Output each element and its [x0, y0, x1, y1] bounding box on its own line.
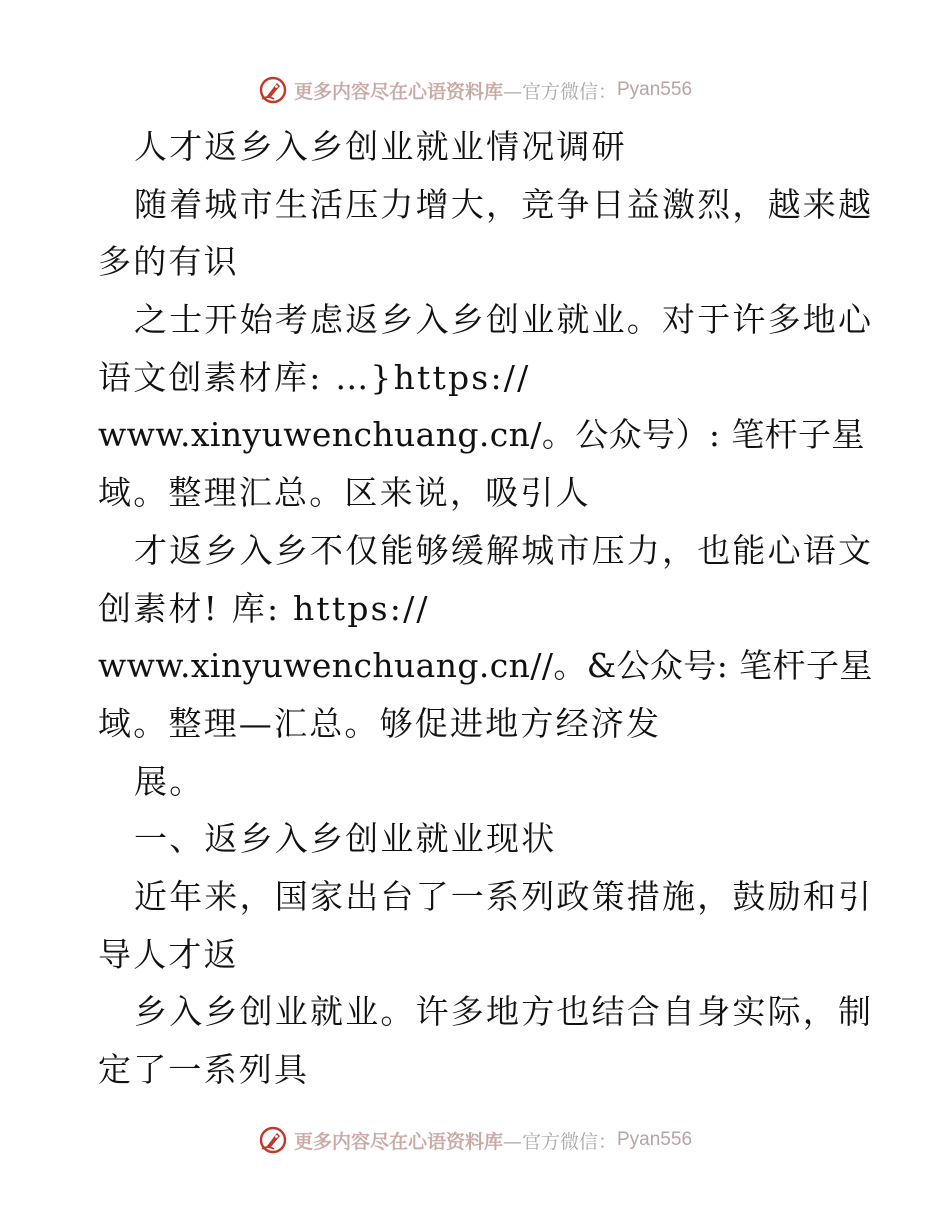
- footer-banner-dash: —官方微信：: [502, 1130, 617, 1153]
- paragraph-line: 随着城市生活压力增大，竞争日益激烈，越来越: [134, 184, 874, 224]
- footer-watermark-banner: [0, 1120, 950, 1160]
- paragraph-line: 乡入乡创业就业。许多地方也结合自身实际，制: [134, 992, 874, 1032]
- paragraph-line: www.xinyuwenchuang.cn//。&公众号: 笔杆子星: [98, 646, 873, 686]
- paragraph-line: 才返乡入乡不仅能够缓解城市压力，也能心语文: [134, 530, 874, 570]
- paragraph-line: 定了一系列具: [98, 1050, 310, 1089]
- paragraph-line: 多的有识: [98, 242, 239, 282]
- header-banner-wechat-id: Pyan556: [617, 79, 693, 100]
- paragraph-line: 近年来，国家出台了一系列政策措施，鼓励和引: [134, 876, 874, 916]
- paragraph-line: 语文创素材库: …}https://: [98, 357, 531, 397]
- paragraph-line: 域。整理汇总。区来说，吸引人: [98, 473, 591, 513]
- section-heading: 一、返乡入乡创业就业现状: [134, 819, 557, 859]
- paragraph-line: 展。: [134, 761, 205, 801]
- document-body: [98, 118, 874, 1099]
- header-watermark-banner: [0, 70, 950, 110]
- document-title: 人才返乡入乡创业就业情况调研: [134, 127, 627, 166]
- paragraph-line: www.xinyuwenchuang.cn/。公众号）: 笔杆子星: [98, 415, 865, 455]
- footer-banner-text: 更多内容尽在心语资料库: [293, 1130, 503, 1153]
- paragraph-line: 之士开始考虑返乡入乡创业就业。对于许多地心: [134, 300, 874, 340]
- pen-nib-circle-icon: [258, 75, 288, 105]
- paragraph-line: 创素材! 库: https://: [98, 588, 430, 628]
- header-banner-text: 更多内容尽在心语资料库: [293, 80, 503, 103]
- paragraph-line: 导人才返: [98, 934, 239, 974]
- paragraph-line: 域。整理—汇总。够促进地方经济发: [98, 703, 662, 743]
- footer-banner-wechat-id: Pyan556: [617, 1129, 693, 1150]
- header-banner-dash: —官方微信：: [502, 80, 617, 103]
- pen-nib-circle-icon: [258, 1125, 288, 1155]
